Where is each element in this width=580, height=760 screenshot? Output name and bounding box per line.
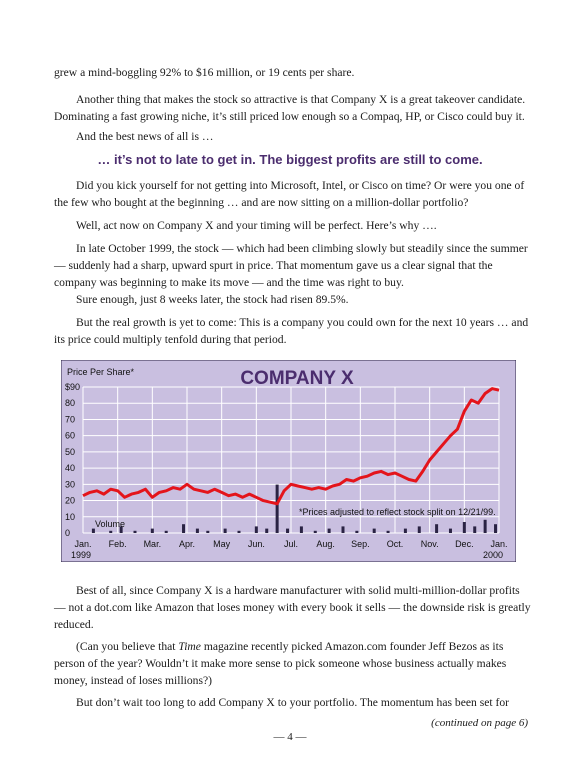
volume-bar bbox=[473, 526, 476, 533]
volume-bar bbox=[328, 529, 331, 533]
page-number: — 4 — bbox=[273, 731, 307, 743]
x-tick-label: Jan. bbox=[490, 539, 508, 549]
x-tick-label: May bbox=[213, 539, 231, 549]
paragraph-7: Sure enough, just 8 weeks later, the stock had risen 89.5%. bbox=[76, 293, 349, 306]
paragraph-4: Did you kick yourself for not getting into Microsoft, Intel, or Cisco on time? Or were you one of the few who bought at the beginning … and are now sitting on a million-dollar portfolio? bbox=[54, 179, 525, 209]
volume-bar bbox=[342, 526, 345, 533]
volume-bar bbox=[404, 529, 407, 533]
volume-bar bbox=[435, 524, 438, 533]
volume-bar bbox=[449, 529, 452, 533]
volume-bar bbox=[463, 522, 466, 533]
chart-svg bbox=[61, 360, 516, 562]
time-magazine-italic: Time bbox=[178, 640, 201, 653]
x-year-end: 2000 bbox=[482, 550, 504, 560]
y-tick-label: 80 bbox=[65, 398, 76, 409]
volume-bar bbox=[182, 524, 185, 533]
y-tick-label: 70 bbox=[65, 414, 76, 425]
y-tick-label: $90 bbox=[65, 382, 81, 392]
volume-bar bbox=[314, 531, 317, 533]
x-tick-label: Dec. bbox=[455, 539, 474, 549]
y-axis-label: Price Per Share* bbox=[67, 367, 135, 377]
continued-note: (continued on page 6) bbox=[431, 717, 528, 729]
volume-bar bbox=[134, 531, 137, 533]
volume-bar bbox=[255, 526, 258, 533]
y-tick-label: 0 bbox=[65, 528, 71, 538]
volume-bar bbox=[418, 526, 421, 533]
paragraph-6: In late October 1999, the stock — which had been climbing slowly but steadily since the summer — suddenly had a sharp, upward spurt in price. That momentum gave us a clear signal that the company was beginning to make its move — and the time was right to buy. bbox=[54, 242, 528, 289]
y-tick-label: 50 bbox=[65, 446, 76, 457]
split-note: *Prices adjusted to reflect stock split on 12/21/99. bbox=[299, 507, 496, 517]
x-tick-label: Nov. bbox=[420, 539, 439, 549]
volume-bar bbox=[196, 529, 199, 533]
volume-bar bbox=[238, 531, 241, 533]
volume-bar bbox=[206, 531, 209, 533]
x-year-start: 1999 bbox=[70, 550, 92, 560]
stock-chart bbox=[61, 360, 516, 562]
volume-bar bbox=[494, 524, 497, 533]
volume-bar bbox=[109, 531, 112, 533]
headline: … it’s not to late to get in. The biggest profits are still to come. bbox=[97, 152, 483, 167]
volume-bar bbox=[265, 529, 268, 533]
paragraph-8: But the real growth is yet to come: This is a company you could own for the next 10 years … and its price could multiply tenfold during that period. bbox=[54, 316, 529, 346]
volume-bar bbox=[355, 531, 358, 533]
paragraph-5: Well, act now on Company X and your timing will be perfect. Here’s why …. bbox=[76, 219, 437, 232]
paragraph-10-before: (Can you believe that bbox=[76, 640, 179, 653]
chart-title: COMPANY X bbox=[240, 368, 354, 389]
y-tick-label: 20 bbox=[65, 495, 76, 506]
x-tick-label: Oct. bbox=[386, 539, 404, 549]
volume-bar bbox=[300, 526, 303, 533]
x-tick-label: Aug. bbox=[316, 539, 335, 549]
volume-bar bbox=[165, 531, 168, 533]
x-tick-label: Jul. bbox=[283, 539, 299, 549]
y-tick-label: 30 bbox=[65, 479, 76, 490]
x-tick-label: Feb. bbox=[108, 539, 127, 549]
volume-bar bbox=[387, 531, 390, 533]
volume-bar bbox=[92, 529, 95, 533]
paragraph-10-after: magazine recently picked Amazon.com founder Jeff Bezos as its person of the year? Wouldn’t it make more sense to pick someone whose business actually makes money, instead of loses millions?) bbox=[54, 640, 507, 687]
volume-bar bbox=[286, 529, 289, 533]
y-tick-label: 10 bbox=[65, 511, 76, 522]
x-tick-label: Sep. bbox=[351, 539, 370, 549]
y-tick-label: 40 bbox=[65, 463, 76, 474]
volume-bar bbox=[224, 529, 227, 533]
paragraph-2: Another thing that makes the stock so attractive is that Company X is a great takeover candidate. Dominating a fast growing niche, it’s still priced low enough so a Compaq, HP, or Cisco could buy it. bbox=[54, 93, 526, 123]
paragraph-1: grew a mind-boggling 92% to $16 million, or 19 cents per share. bbox=[54, 66, 355, 79]
paragraph-11: But don’t wait too long to add Company X to your portfolio. The momentum has been set for bbox=[76, 696, 509, 709]
x-tick-label: Apr. bbox=[178, 539, 196, 549]
volume-bar bbox=[276, 485, 279, 533]
volume-bar bbox=[484, 520, 487, 533]
volume-bar bbox=[373, 529, 376, 533]
volume-bar bbox=[151, 529, 154, 533]
x-tick-label: Jan. bbox=[74, 539, 92, 549]
paragraph-10 bbox=[54, 638, 534, 689]
y-tick-label: 60 bbox=[65, 430, 76, 441]
x-tick-label: Jun. bbox=[247, 539, 265, 549]
paragraph-9: Best of all, since Company X is a hardware manufacturer with solid multi-million-dollar profits — not a dot.com like Amazon that loses money with every book it sells — the downside risk is greatly reduced. bbox=[54, 584, 531, 631]
x-tick-label: Mar. bbox=[143, 539, 162, 549]
paragraph-3: And the best news of all is … bbox=[76, 130, 214, 143]
volume-label: Volume bbox=[95, 519, 126, 529]
